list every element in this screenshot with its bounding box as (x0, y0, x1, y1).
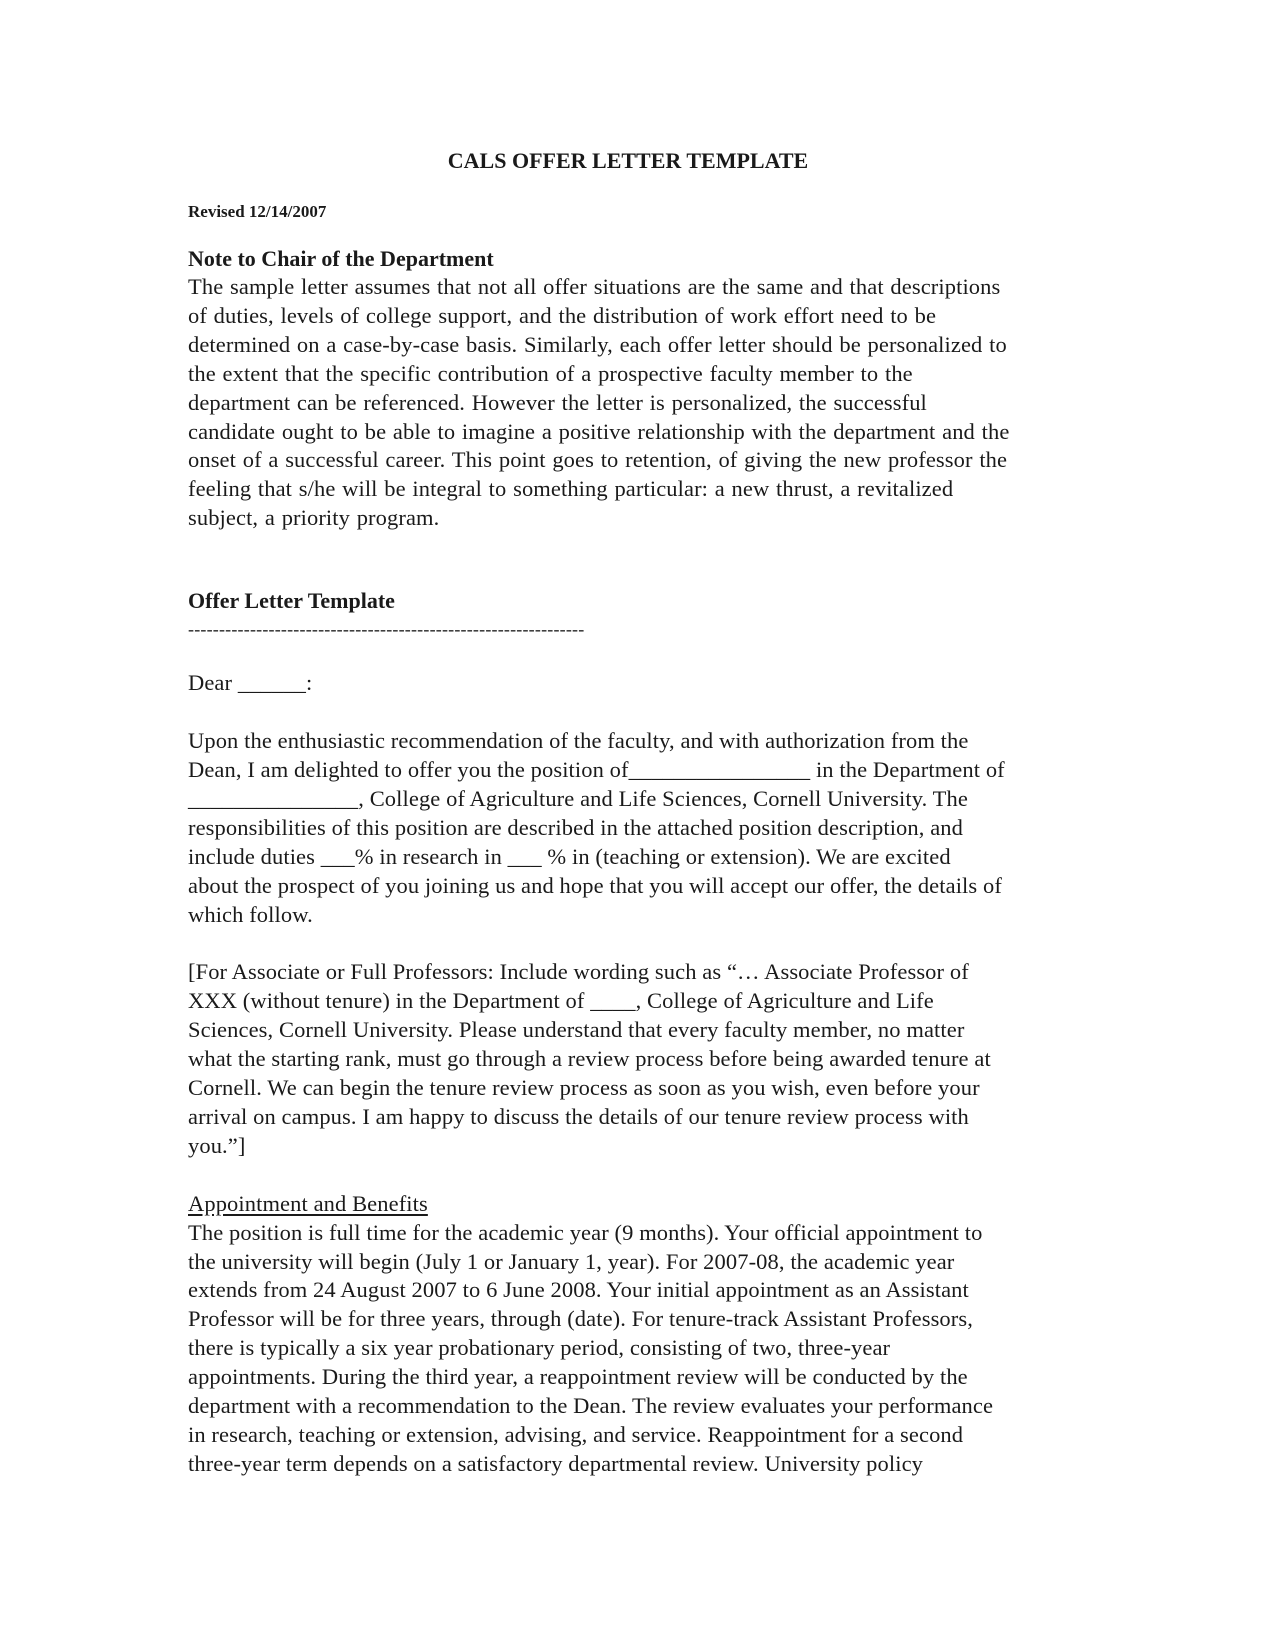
paragraph-line: the university will begin (July 1 or January 1, year). For 2007-08, the academic year (188, 1248, 955, 1274)
note-line: subject, a priority program. (188, 505, 440, 531)
note-body (188, 273, 1088, 533)
revision-date: Revised 12/14/2007 (188, 202, 327, 221)
paragraph-line: appointments. During the third year, a reappointment review will be conducted by the (188, 1364, 968, 1390)
note-line: the extent that the specific contribution of a prospective faculty member to the (188, 360, 913, 386)
paragraph-line: three-year term depends on a satisfactory departmental review. University policy (188, 1450, 924, 1476)
paragraph-line: there is typically a six year probationary period, consisting of two, three-year (188, 1335, 891, 1361)
salutation: Dear ______: (188, 670, 313, 696)
paragraph-associate (188, 958, 1088, 1160)
paragraph-line: Professor will be for three years, through (date). For tenure-track Assistant Professors, (188, 1306, 973, 1332)
paragraph-line: Sciences, Cornell University. Please understand that every faculty member, no matter (188, 1017, 965, 1043)
paragraph-line: arrival on campus. I am happy to discuss the details of our tenure review process with (188, 1103, 969, 1129)
paragraph-line: extends from 24 August 2007 to 6 June 2008. Your initial appointment as an Assistant (188, 1277, 969, 1303)
paragraph-line: XXX (without tenure) in the Department of ____, College of Agriculture and Life (188, 988, 934, 1014)
paragraph-line: include duties ___% in research in ___ % in (teaching or extension). We are excited (188, 843, 951, 869)
paragraph-line: _______________, College of Agriculture and Life Sciences, Cornell University. The (188, 785, 968, 811)
separator-line: ---------------------------------------------------------------- (188, 619, 585, 640)
paragraph-line: Cornell. We can begin the tenure review process as soon as you wish, even before your (188, 1075, 980, 1101)
note-line: department can be referenced. However the letter is personalized, the successful (188, 389, 927, 415)
paragraph-offer (188, 727, 1088, 929)
note-line: feeling that s/he will be integral to something particular: a new thrust, a revitalized (188, 476, 954, 502)
paragraph-line: Upon the enthusiastic recommendation of the faculty, and with authorization from the (188, 728, 969, 754)
paragraph-appointment (188, 1219, 1088, 1479)
template-heading: Offer Letter Template (188, 588, 395, 614)
paragraph-line: about the prospect of you joining us and hope that you will accept our offer, the details of (188, 872, 1002, 898)
paragraph-line: department with a recommendation to the Dean. The review evaluates your performance (188, 1393, 994, 1419)
paragraph-line: which follow. (188, 901, 313, 927)
document-content (188, 148, 1088, 1479)
note-line: of duties, levels of college support, and the distribution of work effort need to be (188, 302, 937, 328)
note-line: onset of a successful career. This point goes to retention, of giving the new professor the (188, 447, 1008, 473)
section-heading-appointment: Appointment and Benefits (188, 1190, 428, 1216)
document-title: CALS OFFER LETTER TEMPLATE (447, 148, 809, 173)
paragraph-line: Dean, I am delighted to offer you the position of________________ in the Department of (188, 756, 1005, 782)
paragraph-line: what the starting rank, must go through a review process before being awarded tenure at (188, 1046, 991, 1072)
note-line: The sample letter assumes that not all offer situations are the same and that descriptions (188, 274, 1001, 299)
paragraph-line: in research, teaching or extension, advising, and service. Reappointment for a second (188, 1422, 964, 1447)
paragraph-line: responsibilities of this position are described in the attached position description, and (188, 814, 963, 840)
note-heading: Note to Chair of the Department (188, 246, 494, 271)
paragraph-line: you.”] (188, 1132, 246, 1158)
paragraph-line: The position is full time for the academic year (9 months). Your official appointment to (188, 1219, 983, 1245)
note-line: determined on a case-by-case basis. Similarly, each offer letter should be personalized to (188, 331, 1007, 357)
note-line: candidate ought to be able to imagine a positive relationship with the department and the (188, 418, 1010, 444)
paragraph-line: [For Associate or Full Professors: Include wording such as “… Associate Professor of (188, 959, 969, 985)
